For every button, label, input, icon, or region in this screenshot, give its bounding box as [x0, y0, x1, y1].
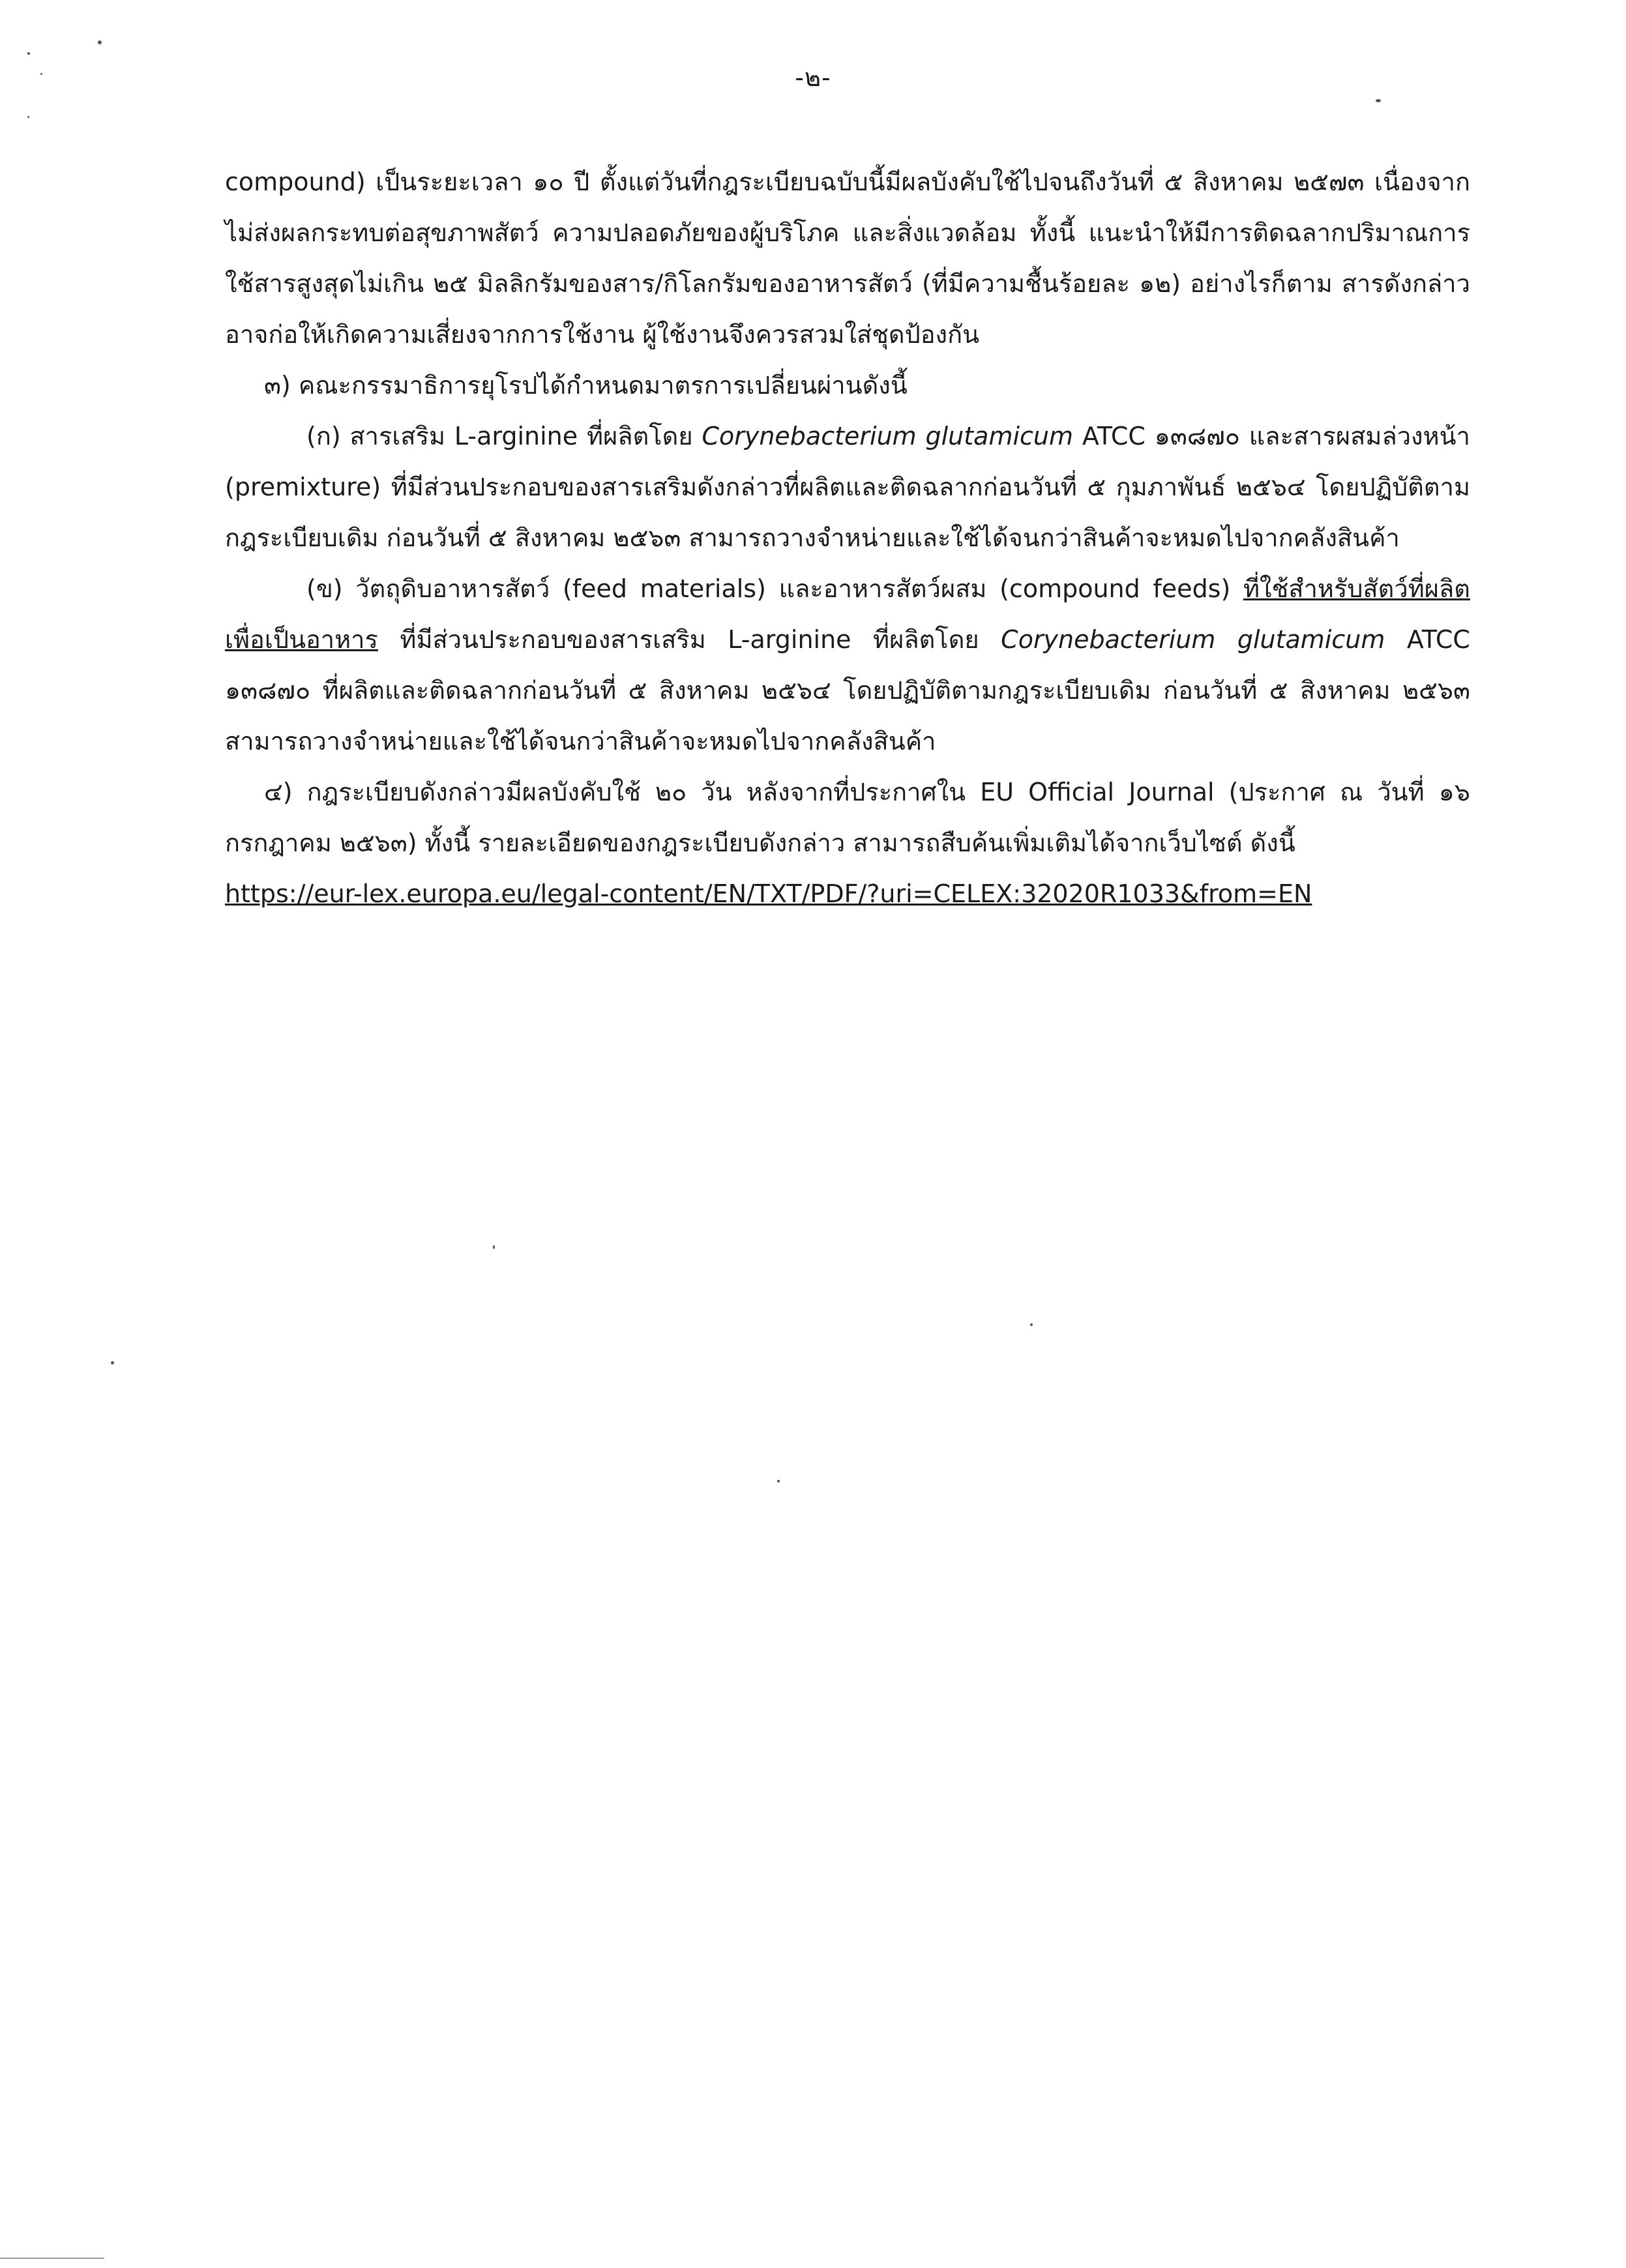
scan-speck — [40, 73, 42, 75]
paragraph-item-3: ๓) คณะกรรมาธิการยุโรปได้กำหนดมาตรการเปลี่ยนผ่านดังนี้ — [264, 371, 908, 400]
scan-speck — [777, 1480, 780, 1482]
scan-speck — [1376, 99, 1381, 102]
scan-speck — [1030, 1323, 1033, 1326]
page-number: -๒- — [795, 63, 831, 92]
scan-edge-line — [0, 2258, 104, 2259]
item-3b-text-middle: ที่มีส่วนประกอบของสารเสริม L-arginine ที่ผลิตโดย — [400, 625, 979, 654]
item-3b-text-start: (ข) วัตถุดิบอาหารสัตว์ (feed materials) และอาหารสัตว์ผสม (compound feeds) — [306, 574, 1231, 603]
item-3a-text-end: ATCC ๑๓๘๗๐ และสารผสมล่วงหน้า (premixture) ที่มีส่วนประกอบของสารเสริมดังกล่าวที่ผลิตและติดฉลากก่อนวันที่ ๕ กุมภาพันธ์ ๒๕๖๔ โดยปฏิบัติตามกฎระเบียบเดิม ก่อนวันที่ ๕ สิงหาคม ๒๕๖๓ สามารถวางจำหน่ายและใช้ได้จนกว่าสินค้าจะหมดไปจากคลังสินค้า — [225, 422, 1470, 552]
eur-lex-link[interactable]: https://eur-lex.europa.eu/legal-content/EN/TXT/PDF/?uri=CELEX:32020R1033&from=EN — [225, 879, 1312, 908]
paragraph-item-4: ๔) กฎระเบียบดังกล่าวมีผลบังคับใช้ ๒๐ วัน หลังจากที่ประกาศใน EU Official Journal (ประกาศ ณ วันที่ ๑๖ กรกฎาคม ๒๕๖๓) ทั้งนี้ รายละเอียดของกฎระเบียบดังกล่าว สามารถสืบค้นเพิ่มเติมได้จากเว็บไซต์ ดังนี้ — [225, 778, 1471, 857]
scan-speck — [111, 1361, 114, 1364]
scan-speck — [493, 1245, 495, 1249]
paragraph-item-3a — [225, 411, 1470, 563]
scan-speck — [98, 40, 102, 44]
item-3a-text-start: (ก) สารเสริม L-arginine ที่ผลิตโดย — [306, 422, 693, 450]
scan-speck — [27, 116, 29, 118]
item-3b-underlined-text: ที่ใช้สำหรับสัตว์ที่ผลิตเพื่อเป็นอาหาร — [225, 574, 1470, 654]
link-paragraph — [225, 868, 1470, 919]
scan-speck — [27, 52, 30, 55]
paragraph-compound-continuation: compound) เป็นระยะเวลา ๑๐ ปี ตั้งแต่วันที่กฎระเบียบฉบับนี้มีผลบังคับใช้ไปจนถึงวันที่ ๕ สิงหาคม ๒๕๗๓ เนื่องจากไม่ส่งผลกระทบต่อสุขภาพสัตว์ ความปลอดภัยของผู้บริโภค และสิ่งแวดล้อม ทั้งนี้ แนะนำให้มีการติดฉลากปริมาณการใช้สารสูงสุดไม่เกิน ๒๕ มิลลิกรัมของสาร/กิโลกรัมของอาหารสัตว์ (ที่มีความชื้นร้อยละ ๑๒) อย่างไรก็ตาม สารดังกล่าวอาจก่อให้เกิดความเสี่ยงจากการใช้งาน ผู้ใช้งานจึงควรสวมใส่ชุดป้องกัน — [225, 168, 1470, 349]
document-body — [225, 156, 1470, 919]
item-3a-species-name: Corynebacterium glutamicum — [702, 422, 1074, 450]
paragraph-item-3b — [225, 563, 1470, 767]
item-3b-species-name: Corynebacterium glutamicum — [1001, 625, 1385, 654]
item-3b-text-end: ATCC ๑๓๘๗๐ ที่ผลิตและติดฉลากก่อนวันที่ ๕ สิงหาคม ๒๕๖๔ โดยปฏิบัติตามกฎระเบียบเดิม ก่อนวันที่ ๕ สิงหาคม ๒๕๖๓ สามารถวางจำหน่ายและใช้ได้จนกว่าสินค้าจะหมดไปจากคลังสินค้า — [225, 625, 1470, 756]
